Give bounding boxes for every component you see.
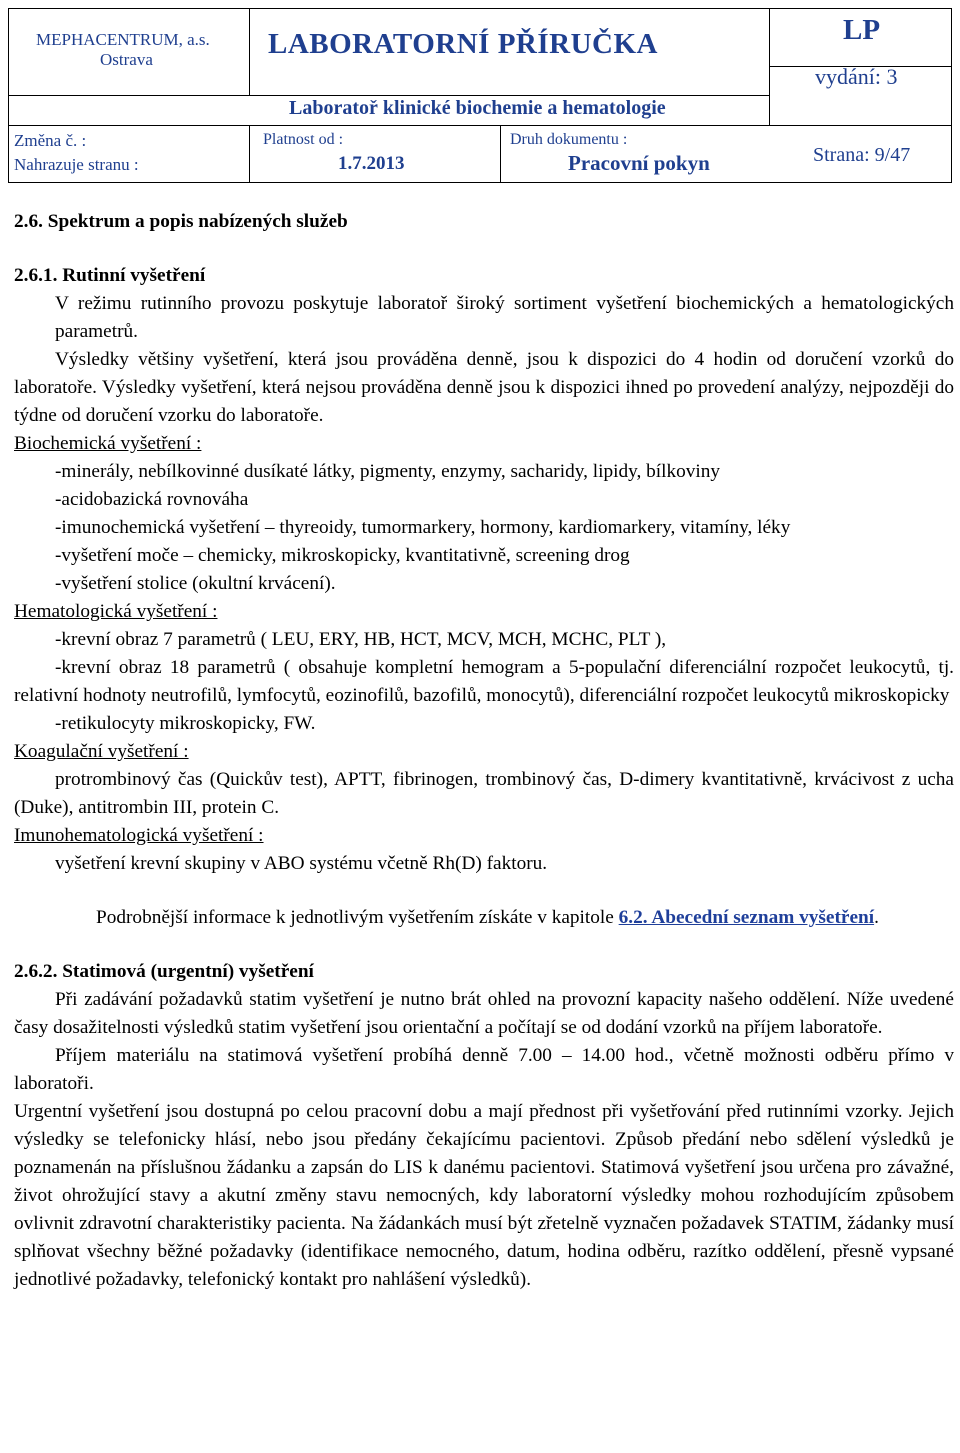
- bio-item: -vyšetření moče – chemicky, mikroskopicky, kvantitativně, screening drog: [55, 545, 630, 566]
- change-label: Změna č. :: [14, 131, 87, 150]
- org-city: Ostrava: [100, 50, 153, 69]
- hem-item: -retikulocyty mikroskopicky, FW.: [55, 713, 316, 734]
- valid-from-value: 1.7.2013: [338, 153, 405, 174]
- replaces-label: Nahrazuje stranu :: [14, 155, 139, 174]
- bio-item: -acidobazická rovnováha: [55, 489, 249, 510]
- imuno-text: vyšetření krevní skupiny v ABO systému včetně Rh(D) faktoru.: [55, 853, 548, 874]
- document-body: [14, 200, 954, 1294]
- hem-item: -krevní obraz 18 parametrů ( obsahuje kompletní hemogram a 5-populační diferenciální rozpočet leukocytů, tj. relativní hodnoty neutrofilů, lymfocytů, eozinofilů, bazofilů, monocytů), diferenciální rozpočet leukocytů mikroskopicky: [14, 657, 954, 706]
- rutinni-availability: Výsledky většiny vyšetření, která jsou prováděna denně, jsou k dispozici do 4 hodin od doručení vzorků do laboratoře. Výsledky vyšetření, která nejsou prováděna denně jsou k dispozici ihned po provedení analýzy, nejpozději do týdne od doručení vzorku do laboratoře.: [14, 349, 954, 426]
- chapter-link[interactable]: 6.2. Abecední seznam vyšetření: [618, 907, 875, 928]
- doc-title: LABORATORNÍ PŘÍRUČKA: [268, 28, 658, 60]
- rutinni-intro: V režimu rutinního provozu poskytuje laboratoř široký sortiment vyšetření biochemických a hematologických parametrů.: [55, 293, 954, 342]
- statim-p3: Urgentní vyšetření jsou dostupná po celou pracovní dobu a mají přednost při vyšetřování před rutinními vzorky. Jejich výsledky se telefonicky hlásí, nebo jsou předány čekajícímu pacientovi. Způsob předání nebo sdělení výsledků je poznamenán na příslušnou žádanku a zapsán do LIS k danému pacientovi. Statimová vyšetření jsou určena pro závažné, život ohrožující stavy a akutní změny stavu nemocných, kdy laboratorní výsledky mohou rozhodujícím způsobem ovlivnit zdravotní charakteristiky pacienta. Na žádankách musí být zřetelně vyznačen požadavek STATIM, žádanky musí splňovat všechny běžné požadavky (identifikace nemocného, datum, hodina odběru, razítko oddělení, přesně vypsané jednotlivé požadavky, telefonický kontakt pro nahlášení výsledků).: [14, 1101, 954, 1290]
- subsection-title-rutinni: 2.6.1. Rutinní vyšetření: [14, 265, 206, 286]
- org-name: MEPHACENTRUM, a.s.: [36, 30, 210, 49]
- hem-item: -krevní obraz 7 parametrů ( LEU, ERY, HB, HCT, MCV, MCH, MCHC, PLT ),: [55, 629, 667, 650]
- bio-item: -imunochemická vyšetření – thyreoidy, tumormarkery, hormony, kardiomarkery, vitamíny, léky: [55, 517, 791, 538]
- imuno-heading: Imunohematologická vyšetření :: [14, 825, 264, 846]
- doc-type-label: Druh dokumentu :: [510, 131, 628, 148]
- koag-heading: Koagulační vyšetření :: [14, 741, 189, 762]
- bio-item: -minerály, nebílkovinné dusíkaté látky, pigmenty, enzymy, sacharidy, lipidy, bílkoviny: [55, 461, 721, 482]
- koag-text: protrombinový čas (Quickův test), APTT, fibrinogen, trombinový čas, D-dimery kvantitativně, krvácivost z ucha (Duke), antitrombin III, protein C.: [14, 769, 954, 818]
- more-info: [14, 904, 954, 932]
- doc-type-value: Pracovní pokyn: [568, 151, 710, 175]
- lab-name: Laboratoř klinické biochemie a hematologie: [289, 97, 666, 119]
- more-info-text: Podrobnější informace k jednotlivým vyšetřením získáte v kapitole: [96, 907, 614, 928]
- statim-p1: Při zadávání požadavků statim vyšetření je nutno brát ohled na provozní kapacity našeho oddělení. Níže uvedené časy dosažitelnosti výsledků statim vyšetření jsou orientační a počítají se od dodání vzorků na příjem laboratoře.: [14, 989, 954, 1038]
- page-number: Strana: 9/47: [813, 144, 911, 166]
- bio-item: -vyšetření stolice (okultní krvácení).: [55, 573, 336, 594]
- section-title: 2.6. Spektrum a popis nabízených služeb: [14, 211, 348, 232]
- hem-heading: Hematologická vyšetření :: [14, 601, 218, 622]
- statim-p2: Příjem materiálu na statimová vyšetření probíhá denně 7.00 – 14.00 hod., včetně možnosti odběru přímo v laboratoři.: [14, 1045, 954, 1094]
- doc-code: LP: [843, 14, 881, 46]
- bio-heading: Biochemická vyšetření :: [14, 433, 202, 454]
- subsection-title-statim: 2.6.2. Statimová (urgentní) vyšetření: [14, 961, 314, 982]
- more-info-end: .: [874, 907, 879, 928]
- valid-from-label: Platnost od :: [263, 131, 344, 148]
- edition: vydání: 3: [815, 64, 898, 89]
